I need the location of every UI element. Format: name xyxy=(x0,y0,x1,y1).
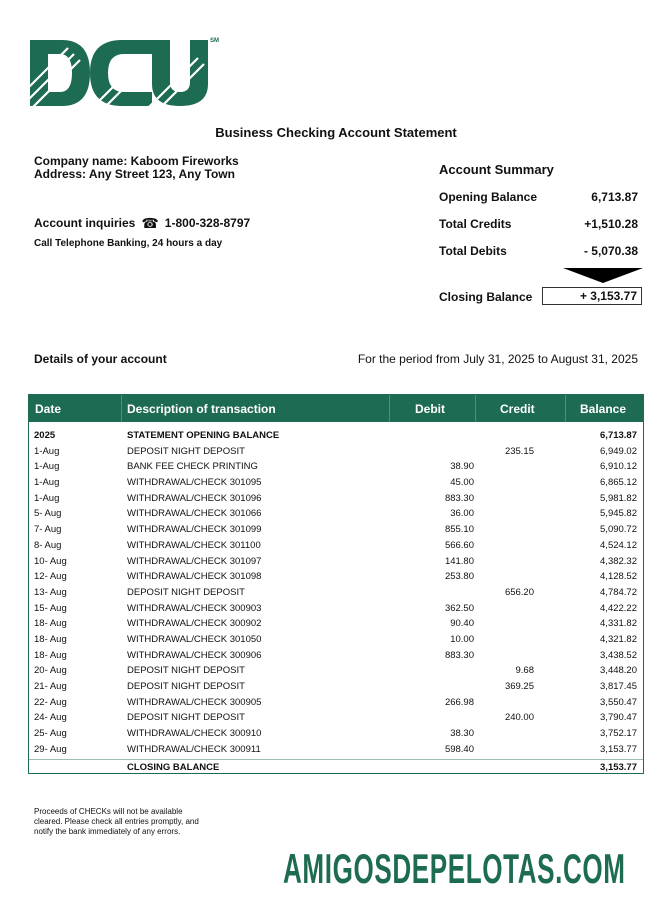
row-debit: 598.40 xyxy=(444,743,474,755)
account-inquiries xyxy=(34,216,250,230)
total-debits-label: Total Debits xyxy=(439,244,507,258)
table-row xyxy=(29,585,643,601)
row-balance: 3,752.17 xyxy=(600,728,637,740)
footer-note xyxy=(34,807,199,837)
closing-balance-value: + 3,153.77 xyxy=(542,287,642,305)
row-balance: 4,321.82 xyxy=(600,633,637,645)
row-balance: 4,422.22 xyxy=(600,602,637,614)
row-date: 24- Aug xyxy=(34,712,67,724)
row-debit: 141.80 xyxy=(444,555,474,567)
row-date: 7- Aug xyxy=(34,524,62,536)
table-row xyxy=(29,663,643,679)
row-debit: 36.00 xyxy=(450,508,474,520)
row-date: 8- Aug xyxy=(34,539,62,551)
row-date: 12- Aug xyxy=(34,571,67,583)
row-balance: 5,945.82 xyxy=(600,508,637,520)
table-row xyxy=(29,742,643,758)
row-balance: 6,949.02 xyxy=(600,445,637,457)
header-divider xyxy=(565,395,566,422)
row-date: 29- Aug xyxy=(34,743,67,755)
total-debits-value: - 5,070.38 xyxy=(583,244,638,258)
row-date: 18- Aug xyxy=(34,633,67,645)
row-date: 20- Aug xyxy=(34,665,67,677)
row-description: WITHDRAWAL/CHECK 301050 xyxy=(127,633,262,645)
row-date: 15- Aug xyxy=(34,602,67,614)
header-debit: Debit xyxy=(415,402,445,416)
row-date: 18- Aug xyxy=(34,649,67,661)
watermark-text: AMIGOSDEPELOTAS.COM xyxy=(283,845,626,892)
closing-balance-row xyxy=(29,759,643,776)
opening-balance-row xyxy=(439,190,638,206)
row-date: 1-Aug xyxy=(34,477,60,489)
row-balance: 6,713.87 xyxy=(600,430,637,441)
row-description: DEPOSIT NIGHT DEPOSIT xyxy=(127,445,245,457)
summary-title: Account Summary xyxy=(439,162,554,177)
footer-note-line: Proceeds of CHECKs will not be available xyxy=(34,807,183,816)
row-debit: 883.30 xyxy=(444,492,474,504)
header-divider xyxy=(389,395,390,422)
table-row xyxy=(29,679,643,695)
table-row xyxy=(29,616,643,632)
row-date: 25- Aug xyxy=(34,728,67,740)
row-description: DEPOSIT NIGHT DEPOSIT xyxy=(127,712,245,724)
table-row xyxy=(29,475,643,491)
row-date: 22- Aug xyxy=(34,696,67,708)
table-row xyxy=(29,444,643,460)
row-debit: 883.30 xyxy=(444,649,474,661)
row-description: WITHDRAWAL/CHECK 300911 xyxy=(127,743,261,755)
row-balance: 6,910.12 xyxy=(600,461,637,473)
row-description: WITHDRAWAL/CHECK 300902 xyxy=(127,618,262,630)
row-balance: 3,790.47 xyxy=(600,712,637,724)
table-row xyxy=(29,601,643,617)
row-description: DEPOSIT NIGHT DEPOSIT xyxy=(127,665,245,677)
inquiries-phone: 1-800-328-8797 xyxy=(164,216,251,230)
opening-balance-label: Opening Balance xyxy=(439,190,538,204)
row-description: WITHDRAWAL/CHECK 301097 xyxy=(127,555,262,567)
row-debit: 90.40 xyxy=(450,618,474,630)
details-heading: Details of your account xyxy=(34,352,167,366)
dcu-logo-graphic xyxy=(28,38,208,108)
row-description: WITHDRAWAL/CHECK 300906 xyxy=(127,649,262,661)
row-debit: 362.50 xyxy=(444,602,474,614)
row-credit: 369.25 xyxy=(504,681,534,692)
row-description: WITHDRAWAL/CHECK 301100 xyxy=(127,539,261,551)
row-date: 1-Aug xyxy=(34,492,60,504)
total-credits-value: +1,510.28 xyxy=(584,217,638,231)
row-debit: 566.60 xyxy=(444,539,474,551)
row-date: 2025 xyxy=(34,430,56,441)
closing-balance-label: Closing Balance xyxy=(439,290,533,304)
header-balance: Balance xyxy=(580,402,627,416)
table-row xyxy=(29,538,643,554)
row-balance: 3,448.20 xyxy=(600,665,637,677)
telephone-banking-note: Call Telephone Banking, 24 hours a day xyxy=(34,238,223,249)
row-balance: 4,524.12 xyxy=(600,539,637,551)
row-date: 10- Aug xyxy=(34,555,67,567)
row-description: WITHDRAWAL/CHECK 301066 xyxy=(127,508,262,520)
row-balance: 4,128.52 xyxy=(600,571,637,583)
opening-balance-value: 6,713.87 xyxy=(591,190,638,204)
closing-row-label: CLOSING BALANCE xyxy=(127,762,220,773)
row-description: WITHDRAWAL/CHECK 301098 xyxy=(127,571,262,583)
row-balance: 4,331.82 xyxy=(600,618,637,630)
total-credits-row xyxy=(439,217,638,233)
row-description: STATEMENT OPENING BALANCE xyxy=(127,430,280,441)
row-date: 1-Aug xyxy=(34,445,60,457)
row-description: WITHDRAWAL/CHECK 301095 xyxy=(127,477,262,489)
statement-period: For the period from July 31, 2025 to August 31, 2025 xyxy=(357,352,638,366)
header-divider xyxy=(475,395,476,422)
down-arrow-icon xyxy=(563,268,643,283)
row-date: 13- Aug xyxy=(34,586,67,598)
row-debit: 38.30 xyxy=(450,728,474,740)
company-info xyxy=(34,155,239,181)
table-row xyxy=(29,695,643,711)
row-balance: 3,817.45 xyxy=(600,681,637,692)
row-description: BANK FEE CHECK PRINTING xyxy=(127,461,258,473)
table-row xyxy=(29,522,643,538)
row-date: 18- Aug xyxy=(34,618,67,630)
row-balance: 3,153.77 xyxy=(600,743,637,755)
row-description: WITHDRAWAL/CHECK 301096 xyxy=(127,492,262,504)
row-debit: 855.10 xyxy=(444,524,474,536)
row-balance: 5,981.82 xyxy=(600,492,637,504)
table-header xyxy=(29,395,643,422)
telephone-icon: ☎ xyxy=(141,215,159,231)
row-description: DEPOSIT NIGHT DEPOSIT xyxy=(127,681,245,692)
row-date: 1-Aug xyxy=(34,461,60,473)
total-debits-row xyxy=(439,244,638,260)
row-date: 21- Aug xyxy=(34,681,67,692)
header-credit: Credit xyxy=(500,402,535,416)
table-body xyxy=(29,428,643,757)
table-row xyxy=(29,554,643,570)
row-balance: 5,090.72 xyxy=(600,524,637,536)
table-row xyxy=(29,710,643,726)
table-row xyxy=(29,491,643,507)
row-description: WITHDRAWAL/CHECK 300910 xyxy=(127,728,262,740)
table-row xyxy=(29,428,643,444)
row-description: WITHDRAWAL/CHECK 301099 xyxy=(127,524,262,536)
row-debit: 45.00 xyxy=(450,477,474,489)
row-credit: 235.15 xyxy=(504,445,534,457)
row-credit: 240.00 xyxy=(504,712,534,724)
table-row xyxy=(29,506,643,522)
header-description: Description of transaction xyxy=(127,402,276,416)
service-mark: SM xyxy=(210,38,219,44)
row-credit: 656.20 xyxy=(504,586,534,598)
row-description: DEPOSIT NIGHT DEPOSIT xyxy=(127,586,245,598)
dcu-logo xyxy=(28,38,218,108)
row-description: WITHDRAWAL/CHECK 300903 xyxy=(127,602,262,614)
row-credit: 9.68 xyxy=(515,665,534,677)
row-description: WITHDRAWAL/CHECK 300905 xyxy=(127,696,262,708)
table-row xyxy=(29,632,643,648)
header-date: Date xyxy=(35,402,62,416)
footer-note-line: notify the bank immediately of any errors. xyxy=(34,827,181,836)
inquiries-label: Account inquiries xyxy=(34,216,136,230)
row-balance: 6,865.12 xyxy=(600,477,637,489)
total-credits-label: Total Credits xyxy=(439,217,512,231)
closing-row-balance: 3,153.77 xyxy=(600,762,637,773)
table-row xyxy=(29,726,643,742)
row-date: 5- Aug xyxy=(34,508,62,520)
row-debit: 10.00 xyxy=(450,633,474,645)
row-debit: 253.80 xyxy=(444,571,474,583)
table-row xyxy=(29,459,643,475)
company-name: Company name: Kaboom Fireworks xyxy=(34,154,239,168)
row-balance: 3,550.47 xyxy=(600,696,637,708)
transactions-table xyxy=(28,394,644,774)
row-balance: 3,438.52 xyxy=(600,649,637,661)
header-divider xyxy=(121,395,122,422)
company-address: Address: Any Street 123, Any Town xyxy=(34,167,235,181)
row-debit: 38.90 xyxy=(450,461,474,473)
row-balance: 4,382.32 xyxy=(600,555,637,567)
table-row xyxy=(29,648,643,664)
table-row xyxy=(29,569,643,585)
row-balance: 4,784.72 xyxy=(600,586,637,598)
footer-note-line: cleared. Please check all entries promptly, and xyxy=(34,817,199,826)
document-title: Business Checking Account Statement xyxy=(215,125,457,140)
row-debit: 266.98 xyxy=(444,696,474,708)
